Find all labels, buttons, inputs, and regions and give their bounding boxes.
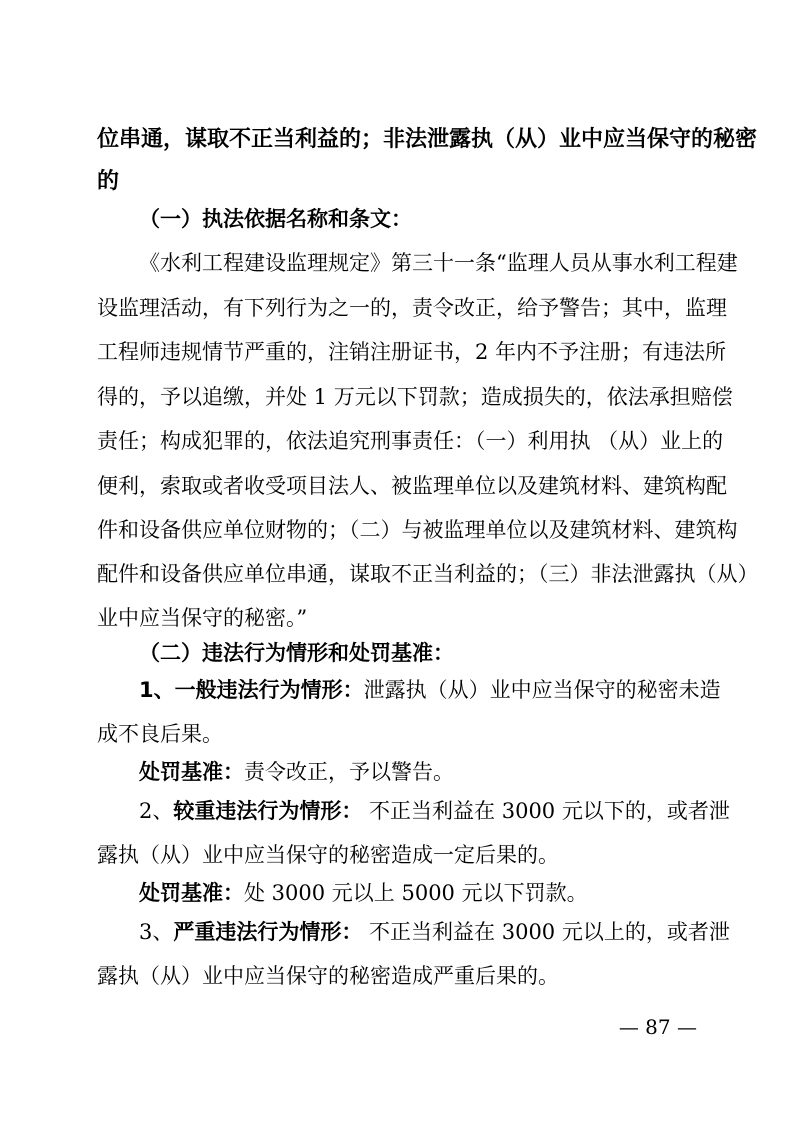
section1-body-line: 件和设备供应单位财物的；（二）与被监理单位以及建筑材料、建筑构: [97, 518, 738, 542]
general-penalty-line: [139, 757, 697, 787]
general-violation-line-1: [139, 675, 721, 705]
page-number: — 87 —: [618, 1015, 697, 1039]
general-violation-label: 1、一般违法行为情形：: [139, 678, 364, 702]
section1-body-line: 设监理活动，有下列行为之一的，责令改正，给予警告；其中，监理: [97, 296, 727, 320]
severe-violation-label: 严重违法行为情形：: [173, 920, 363, 944]
heading-line-1: 位串通，谋取不正当利益的；非法泄露执（从）业中应当保守的秘密: [97, 127, 758, 152]
section2-title: （二）违法行为情形和处罚基准：: [139, 641, 454, 665]
severe-violation-line-1: [139, 917, 730, 947]
severe-violation-line-2: 露执（从）业中应当保守的秘密造成严重后果的。: [97, 964, 559, 988]
serious-violation-line-2: 露执（从）业中应当保守的秘密造成一定后果的。: [97, 843, 559, 867]
serious-violation-text: 不正当利益在 3000 元以下的，或者泄: [362, 799, 730, 823]
section1-body-line: 《水利工程建设监理规定》第三十一条“监理人员从事水利工程建: [139, 251, 738, 275]
serious-penalty-label: 处罚基准：: [139, 881, 244, 905]
severe-violation-text: 不正当利益在 3000 元以上的，或者泄: [362, 920, 730, 944]
section1-body-line: 工程师违规情节严重的，注销注册证书，2 年内不予注册；有违法所: [97, 340, 727, 364]
serious-penalty-line: [139, 878, 697, 908]
section1-body-line: 得的，予以追缴，并处 1 万元以下罚款；造成损失的，依法承担赔偿: [97, 385, 733, 409]
heading-line-2: 的: [97, 169, 120, 194]
serious-violation-label: 较重违法行为情形：: [173, 799, 363, 823]
serious-violation-line-1: [139, 796, 730, 826]
section1-body-line: 责任；构成犯罪的，依法追究刑事责任：（一）利用执 （从）业上的: [97, 429, 724, 453]
section1-body-line: 业中应当保守的秘密。”: [97, 606, 308, 630]
section1-body-line: 配件和设备供应单位串通，谋取不正当利益的；（三）非法泄露执（从）: [97, 562, 759, 586]
general-penalty-text: 责令改正，予以警告。: [244, 760, 454, 784]
serious-violation-number: 2、: [139, 799, 174, 823]
general-violation-text: 泄露执（从）业中应当保守的秘密未造: [363, 678, 721, 702]
serious-penalty-text: 处 3000 元以上 5000 元以下罚款。: [244, 881, 588, 905]
general-violation-line-2: 成不良后果。: [97, 722, 223, 746]
section1-body-line: 便利，索取或者收受项目法人、被监理单位以及建筑材料、建筑构配: [97, 474, 727, 498]
severe-violation-number: 3、: [139, 920, 174, 944]
section1-title: （一）执法依据名称和条文：: [139, 207, 412, 231]
general-penalty-label: 处罚基准：: [139, 760, 244, 784]
